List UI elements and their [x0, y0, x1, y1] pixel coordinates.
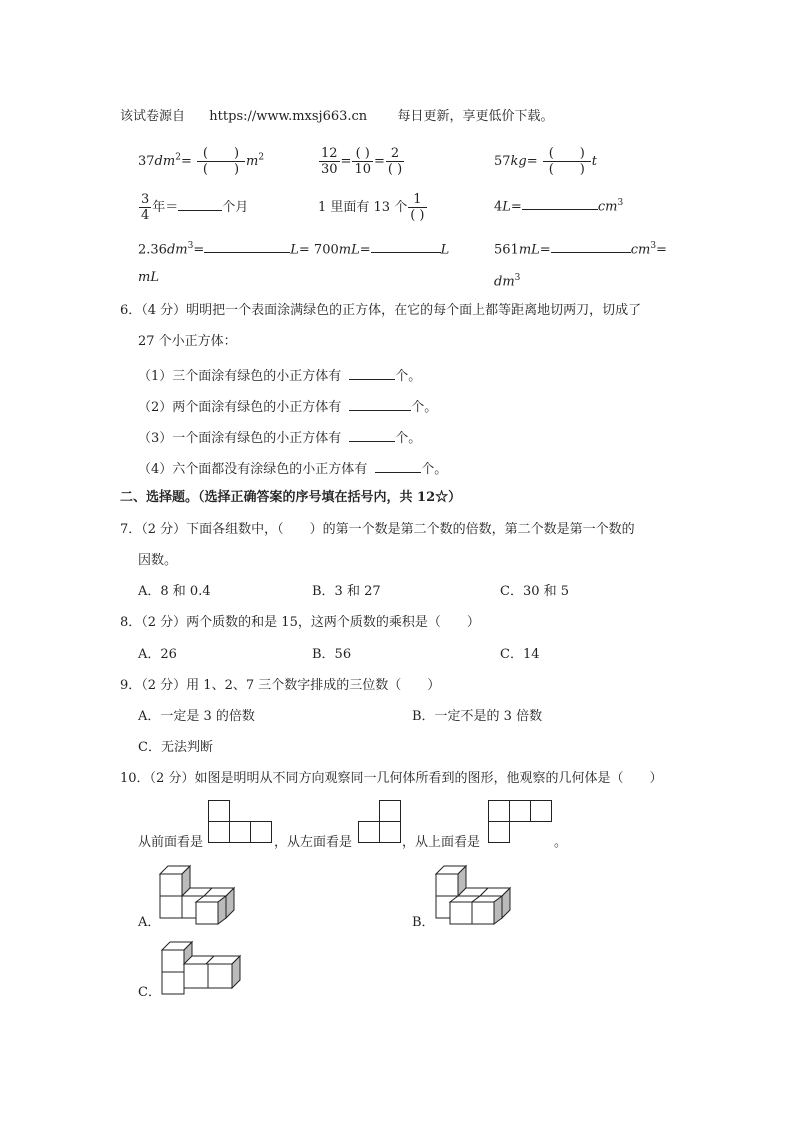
unit: dm: [166, 242, 188, 258]
answer-blank[interactable]: [349, 366, 395, 380]
q10-left-label: ，从左面看是: [274, 835, 353, 850]
unit: mL: [518, 242, 540, 258]
q6-sub1: [138, 366, 421, 385]
numerator: 12: [321, 146, 338, 161]
sub-text: （4）六个面都没有涂绿色的小正方体有: [138, 462, 368, 477]
equals: =: [374, 154, 385, 169]
q8-option-c[interactable]: C．14: [500, 647, 540, 662]
q7-option-a[interactable]: A．8 和 0.4: [138, 584, 211, 599]
denominator: 4: [141, 208, 150, 223]
unit: cm: [597, 199, 618, 215]
denominator-blank[interactable]: ( ): [202, 162, 240, 177]
equals: =: [359, 242, 371, 258]
q7-stem-line1: 7．（2 分）下面各组数中，（ ）的第一个数是第二个数的倍数，第二个数是第一个数的: [120, 522, 635, 537]
q8-option-b[interactable]: B．56: [312, 647, 352, 662]
denominator-blank[interactable]: ( ): [387, 162, 403, 177]
fraction: [139, 192, 151, 223]
answer-blank[interactable]: [375, 459, 421, 473]
numerator-blank[interactable]: ( ): [543, 146, 591, 162]
exponent: 3: [187, 241, 194, 251]
unit: L: [502, 199, 511, 215]
value: 37: [138, 154, 155, 169]
text: 年＝: [152, 200, 179, 215]
conv-r1b: [318, 146, 405, 177]
q6-sub2: [138, 397, 437, 416]
numerator-blank[interactable]: ( ): [352, 146, 373, 162]
conv-r4a-unit: mL: [138, 270, 159, 285]
q6-stem-line1: 6．（4 分）明明把一个表面涂满绿色的正方体，在它的每个面上都等距离地切两刀，切成了: [120, 303, 642, 318]
q10-front-label: 从前面看是: [138, 835, 204, 850]
header-line: [120, 109, 553, 125]
fraction: [319, 146, 340, 177]
exponent: 3: [617, 198, 624, 208]
answer-blank[interactable]: [522, 196, 598, 210]
answer-blank[interactable]: [371, 239, 441, 253]
q10-end: 。: [554, 835, 568, 850]
fraction: [408, 192, 426, 223]
exponent: 2: [175, 152, 181, 163]
value: 2.36: [138, 242, 167, 258]
conv-r2a: [138, 192, 248, 223]
sub-text: （1）三个面涂有绿色的小正方体有: [138, 369, 342, 384]
fraction: [543, 146, 591, 177]
conv-r2c: [494, 195, 623, 215]
value: 561: [494, 242, 519, 258]
q10-stem: 10．（2 分）如图是明明从不同方向观察同一几何体所看到的图形，他观察的几何体是（ ）: [120, 771, 663, 786]
q9-stem: 9．（2 分）用 1、2、7 三个数字排成的三位数（ ）: [120, 678, 441, 693]
equals: =: [510, 199, 522, 215]
q7-option-c[interactable]: C．30 和 5: [500, 584, 570, 599]
header-prefix: 该试卷源自: [120, 109, 186, 124]
q9-option-a[interactable]: A．一定是 3 的倍数: [138, 709, 255, 724]
top-view-figure: [488, 800, 554, 844]
left-view-figure: [358, 800, 402, 844]
denominator-blank[interactable]: ( ): [410, 208, 425, 223]
option-b-solid-figure: [436, 866, 512, 926]
answer-blank[interactable]: [204, 239, 290, 253]
q10-option-a[interactable]: A．: [138, 915, 161, 930]
unit: L: [440, 242, 450, 258]
q6-stem-line2: 27 个小正方体：: [138, 334, 237, 349]
unit: dm: [494, 274, 515, 290]
exponent: 2: [258, 152, 265, 163]
unit: L: [290, 242, 299, 258]
q7-stem-line2: 因数。: [138, 553, 178, 568]
exponent: 3: [650, 241, 657, 251]
numerator: 1: [408, 192, 426, 208]
q6-sub3: [138, 428, 421, 447]
unit: kg: [510, 154, 527, 169]
equals: =: [526, 154, 538, 169]
conv-r2b: [318, 192, 428, 223]
header-suffix: 每日更新，享更低价下载。: [397, 109, 554, 124]
unit: t: [591, 154, 598, 169]
conv-r3c: [494, 238, 667, 258]
unit: mL: [338, 242, 360, 258]
equals: =: [298, 242, 310, 258]
front-view-figure: [208, 800, 274, 844]
q8-stem: 8．（2 分）两个质数的和是 15，这两个质数的乘积是（ ）: [120, 615, 480, 630]
q7-option-b[interactable]: B．3 和 27: [312, 584, 381, 599]
fraction: [197, 146, 245, 177]
header-url[interactable]: https://www.mxsj663.cn: [209, 109, 368, 124]
conv-r3a: [138, 238, 449, 258]
exponent: 3: [514, 273, 521, 283]
equals: =: [180, 154, 192, 169]
answer-blank[interactable]: [349, 397, 411, 411]
unit: m: [245, 154, 259, 169]
q8-option-a[interactable]: A．26: [138, 647, 177, 662]
text: 1 里面有 13 个: [318, 200, 408, 215]
answer-blank[interactable]: [349, 428, 395, 442]
equals: =: [539, 242, 551, 258]
fraction: [386, 146, 404, 177]
value: 700: [309, 242, 339, 258]
value: 57: [494, 154, 511, 169]
unit-text: 个。: [421, 462, 448, 477]
unit: cm: [630, 242, 651, 258]
answer-blank[interactable]: [551, 239, 631, 253]
q9-option-c[interactable]: C．无法判断: [138, 740, 213, 755]
text: 个月: [222, 200, 249, 215]
numerator-blank[interactable]: ( ): [197, 146, 245, 162]
conv-r1c: [494, 146, 597, 177]
unit-text: 个。: [395, 369, 422, 384]
numerator: 3: [141, 192, 150, 207]
sub-text: （2）两个面涂有绿色的小正方体有: [138, 400, 342, 415]
conv-r4c: [494, 270, 520, 290]
q10-option-c[interactable]: C．: [138, 985, 161, 1000]
q10-option-b[interactable]: B．: [412, 915, 435, 930]
equals: =: [340, 154, 352, 169]
equals: =: [193, 242, 205, 258]
unit-text: 个。: [395, 431, 422, 446]
denominator: 30: [321, 162, 338, 177]
answer-blank[interactable]: [178, 197, 222, 211]
option-c-solid-figure: [162, 942, 242, 996]
section-title: 二、选择题。（选择正确答案的序号填在括号内，共 12☆）: [120, 490, 462, 505]
unit-text: 个。: [411, 400, 438, 415]
q6-sub4: [138, 459, 447, 478]
sub-text: （3）一个面涂有绿色的小正方体有: [138, 431, 342, 446]
unit: dm: [154, 154, 176, 169]
equals: =: [656, 242, 667, 258]
numerator: 2: [386, 146, 404, 162]
denominator-blank[interactable]: ( ): [548, 162, 585, 177]
conv-r1a: [138, 146, 264, 177]
option-a-solid-figure: [160, 866, 236, 926]
q9-option-b[interactable]: B．一定不是的 3 倍数: [412, 709, 543, 724]
fraction: [352, 146, 373, 177]
q10-top-label: ，从上面看是: [402, 835, 481, 850]
value: 4: [494, 199, 503, 215]
denominator: 10: [354, 162, 371, 177]
